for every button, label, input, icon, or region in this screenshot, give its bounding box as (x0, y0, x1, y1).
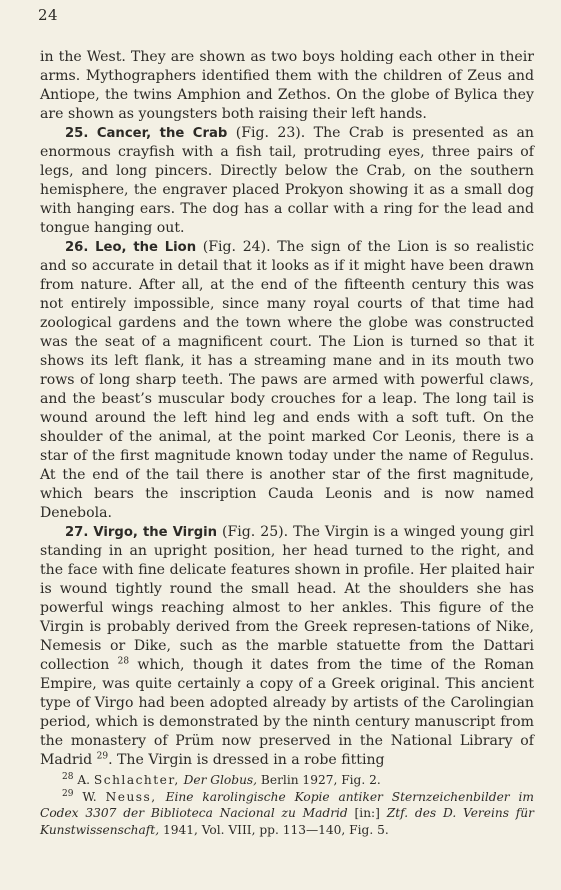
footnote-reference: 29 (96, 751, 109, 762)
text-run: Berlin 1927, Fig. 2. (257, 773, 381, 787)
paragraph (40, 238, 534, 523)
page-number: 24 (38, 6, 59, 24)
text-run: which, though it dates from the time of the Roman Empire, was quite certainly a copy of a Greek original. This ancient type of Virgo had been adopted already by artists of the Carolingian period, which is demonstrated by the ninth century manuscript from the monastery of Prüm now preserved in the National Library of Madrid (40, 657, 534, 768)
italic-title: Eine karolingische Kopie antiker Sternzeichenbilder im Codex 3307 der Biblioteca Nacional zu Madrid (40, 789, 534, 820)
text-run: (Fig. 25). The Virgin is a winged young girl standing in an upright position, her head turned to the right, and the face with fine delicate features shown in profile. Her plaited hair is wound tightly round the small head. At the shoulders she has powerful wings reaching almost to her ankles. This figure of the Virgin is probably derived from the Greek represen-tations of Nike, Nemesis or Dike, such as the marble statuette from the Dattari collection (40, 524, 534, 673)
footnotes (40, 772, 534, 838)
paragraph (40, 124, 534, 238)
section-heading: 25. Cancer, the Crab (65, 126, 228, 141)
text-run: 1941, Vol. VIII, pp. 113—140, Fig. 5. (159, 822, 389, 837)
paragraph (40, 48, 534, 124)
text-run: W. (73, 789, 106, 804)
text-run: in the West. They are shown as two boys holding each other in their arms. Mythographers identified them with the children of Zeus and Antiope, the twins Amphion and Zethos. On the globe of Bylica they are shown as youngsters both raising their left hands. (40, 49, 534, 122)
footnote (40, 772, 534, 789)
italic-title: Der Globus, (183, 773, 258, 787)
section-heading: 27. Virgo, the Virgin (65, 525, 218, 540)
text-run: A. (73, 773, 94, 787)
text-run: . The Virgin is dressed in a robe fitting (108, 752, 385, 768)
text-run (157, 790, 166, 804)
author-name: Schlachter, (93, 773, 180, 787)
text-run: (Fig. 23). The Crab is presented as an enormous crayfish with a fish tail, protruding eyes, three pairs of legs, and long pincers. Directly below the Crab, on the southern hemisphere, the engraver placed Prokyon showing it as a small dog with hanging ears. The dog has a collar with a ring for the lead and tongue hanging out. (40, 125, 534, 236)
footnote-reference: 28 (62, 771, 74, 782)
body-text-column (40, 48, 534, 770)
paragraph (40, 523, 534, 770)
body-text (40, 48, 534, 770)
italic-title: Ztf. des D. Vereins für Kunstwissenschaft, (40, 806, 534, 837)
footnote-reference: 29 (62, 788, 74, 799)
section-heading: 26. Leo, the Lion (65, 240, 197, 255)
text-run: [in:] (347, 806, 387, 820)
footnote-reference: 28 (117, 656, 130, 667)
footnote (40, 789, 534, 839)
author-name: Neuss, (105, 789, 157, 804)
text-run: (Fig. 24). The sign of the Lion is so realistic and so accurate in detail that it looks as if it might have been drawn from nature. After all, at the end of the fifteenth century this was not entirely impossible, since many royal courts of that time had zoological gardens and the town where the globe was constructed was the seat of a magnificent court. The Lion is turned so that it shows its left flank, it has a streaming mane and in its mouth two rows of long sharp teeth. The paws are armed with powerful claws, and the beast’s muscular body crouches for a leap. The long tail is wound around the left hind leg and ends with a soft tuft. On the shoulder of the animal, at the point marked Cor Leonis, there is a star of the first magnitude known today under the name of Regulus. At the end of the tail there is another star of the first magnitude, which bears the inscription Cauda Leonis and is now named Denebola. (40, 239, 534, 521)
